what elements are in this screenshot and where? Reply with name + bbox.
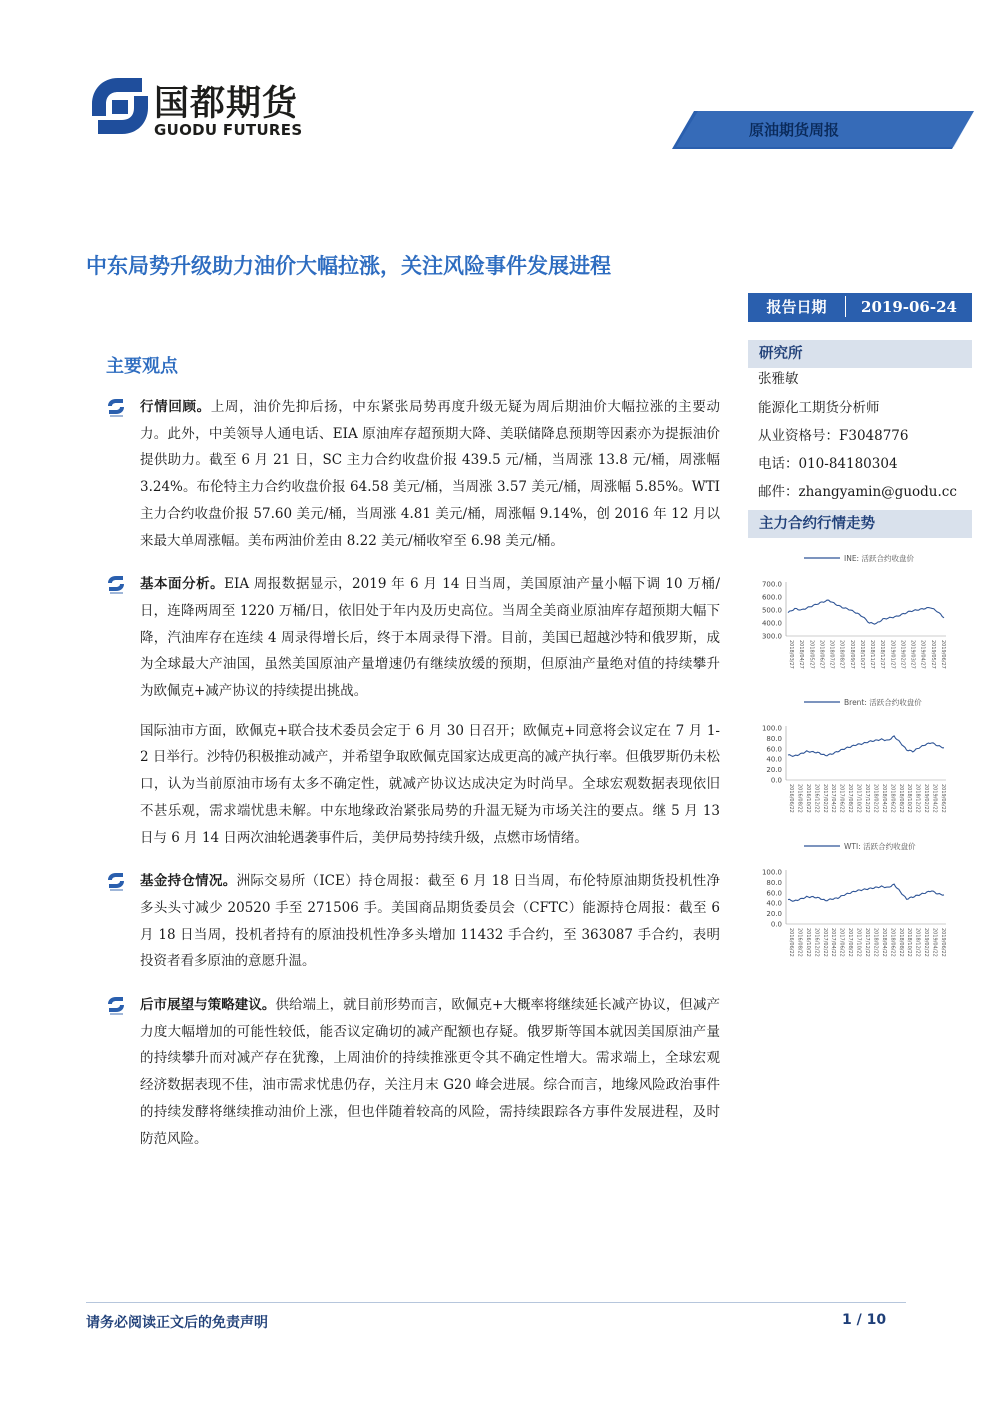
x-tick-label: 2017/06/22 (838, 928, 845, 957)
x-tick-label: 2016/06/22 (788, 784, 794, 813)
x-tick-label: 2018/12/27 (879, 640, 886, 669)
chart-brent (748, 692, 972, 832)
x-tick-label: 2019/06/22 (940, 784, 946, 813)
x-tick-label: 2019/02/27 (899, 640, 906, 669)
paragraph-fundamentals (106, 571, 720, 705)
y-tick-label: 60.0 (766, 745, 782, 754)
report-headline: 中东局势升级助力油价大幅拉涨，关注风险事件发展进程 (86, 254, 611, 278)
logo-english-text: GUODU FUTURES (154, 121, 303, 139)
x-tick-label: 2018/04/22 (880, 784, 887, 813)
y-tick-label: 100.0 (761, 868, 782, 877)
y-tick-label: 80.0 (766, 878, 782, 887)
x-tick-label: 2019/06/27 (940, 640, 946, 669)
paragraph-fund-positions (106, 868, 720, 975)
x-tick-label: 2016/10/22 (804, 784, 811, 813)
page-number: 1 / 10 (842, 1312, 887, 1328)
x-tick-label: 2018/10/22 (906, 784, 913, 813)
logo-chinese-text: 国都期货 (154, 84, 299, 124)
chart-ine (748, 548, 972, 678)
x-tick-label: 2017/02/22 (821, 928, 828, 957)
price-series-line (788, 884, 944, 901)
x-tick-label: 2018/08/27 (838, 640, 845, 669)
x-tick-label: 2018/06/22 (889, 784, 896, 813)
sidebar (748, 340, 972, 538)
ine-price-chart (748, 548, 972, 678)
paragraph-text: 国际油市方面，欧佩克+联合技术委员会定于 6 月 30 日召开；欧佩克+同意将会议定在 7 月 1-2 日举行。沙特仍积极推动减产，并希望争取欧佩克国家达成更高的减产执行率。但俄罗斯仍未松口，认为当前原油市场有太多不确定性，就减产协议达成决定为时尚早。全球宏观数据表现依旧不甚乐观，需求端忧患未解。中东地缘政治紧张局势的升温无疑为市场关注的要点。继 5 月 13 日与 6 月 14 日两次油轮遇袭事件后，美伊局势持续升级，点燃市场情绪。 (140, 722, 720, 846)
x-tick-label: 2016/08/22 (796, 784, 803, 813)
bullet-s-icon (106, 872, 126, 892)
paragraph-outlook (106, 992, 720, 1152)
y-tick-label: 20.0 (766, 910, 782, 919)
x-tick-label: 2019/04/27 (919, 640, 926, 669)
y-tick-label: 300.0 (761, 632, 782, 641)
x-tick-label: 2016/06/22 (788, 928, 794, 957)
x-tick-label: 2017/10/22 (855, 928, 862, 957)
legend-label: WTI: 活跃合约收盘价 (844, 842, 916, 851)
paragraph-text: 供给端上，就目前形势而言，欧佩克+大概率将继续延长减产协议，但减产力度大幅增加的可能性较低，能否议定确切的减产配额也存疑。俄罗斯等国本就因美国原油产量的持续攀升而对减产存在犹豫，上周油价的持续推涨更令其不确定性增大。需求端上，全球宏观经济数据表现不佳，油市需求忧患仍存，关注月末 G20 峰会进展。综合而言，地缘风险政治事件的持续发酵将继续推动油价上涨，但也伴随着较高的风险，需持续跟踪各方事件发展进程，及时防范风险。 (140, 997, 721, 1147)
report-date-value: 2019-06-24 (861, 297, 957, 316)
paragraph-title: 后市展望与策略建议。 (140, 997, 276, 1014)
analyst-title: 能源化工期货分析师 (758, 400, 880, 416)
price-series-line (788, 736, 944, 757)
paragraph-title: 基金持仓情况。 (140, 873, 237, 890)
chart-section-header: 主力合约行情走势 (748, 510, 972, 538)
x-tick-label: 2018/12/22 (914, 928, 921, 957)
footer-divider (86, 1302, 906, 1303)
date-divider (748, 320, 972, 322)
x-tick-label: 2017/10/22 (855, 784, 862, 813)
y-tick-label: 20.0 (766, 766, 782, 775)
y-tick-label: 40.0 (766, 755, 782, 764)
y-tick-label: 700.0 (761, 580, 782, 589)
paragraph-text: EIA 周报数据显示，2019 年 6 月 14 日当周，美国原油产量小幅下调 10 万桶/日，连降两周至 1220 万桶/日，依旧处于年内及历史高位。当周全美商业原油库存超预期大幅下降，汽油库存在连续 4 周录得增长后，终于本周录得下滑。目前，美国已超越沙特和俄罗斯，成为全球最大产油国，虽然美国原油产量增速仍有继续放缓的预期，但原油产量绝对值的持续攀升为欧佩克+减产协议的持续提出挑战。 (140, 576, 720, 700)
x-tick-label: 2018/03/27 (788, 640, 794, 669)
disclaimer-note[interactable]: 请务必阅读正文后的免责声明 (86, 1315, 268, 1331)
x-tick-label: 2016/10/22 (804, 928, 811, 957)
y-tick-label: 0.0 (770, 920, 782, 929)
y-tick-label: 40.0 (766, 899, 782, 908)
analyst-name: 张雅敏 (758, 371, 799, 387)
paragraph-text: 洲际交易所（ICE）持仓周报：截至 6 月 18 日当周，布伦特原油期货投机性净多头头寸减少 20520 手至 271506 手。美国商品期货委员会（CFTC）能源持仓周报：截至 6 月 18 日当周，投机者持有的原油投机性净多头增加 11432 手合约，至 363087 手合约，表明投资者看多原油的意愿升温。 (140, 873, 721, 970)
x-tick-label: 2016/12/22 (813, 928, 820, 957)
legend-label: Brent: 活跃合约收盘价 (844, 698, 922, 707)
x-tick-label: 2017/12/22 (864, 928, 870, 957)
paragraph-international-market (106, 718, 720, 852)
x-tick-label: 2017/08/22 (847, 784, 854, 813)
x-tick-label: 2016/08/22 (796, 928, 803, 957)
email-address[interactable]: 邮件：zhangyamin@guodu.cc (758, 484, 957, 500)
x-tick-label: 2019/04/22 (931, 928, 938, 957)
x-tick-label: 2018/12/22 (914, 784, 921, 813)
x-tick-label: 2018/04/22 (880, 928, 887, 957)
section-title-key-points: 主要观点 (106, 356, 178, 377)
brent-price-chart (748, 692, 972, 832)
y-tick-label: 0.0 (770, 776, 782, 785)
x-tick-label: 2018/11/27 (869, 640, 876, 669)
x-tick-label: 2019/02/22 (923, 928, 930, 957)
x-tick-label: 2017/12/22 (864, 784, 870, 813)
main-content (106, 394, 720, 1169)
wti-price-chart (748, 836, 972, 976)
institute-header: 研究所 (748, 340, 972, 368)
report-date-bar (748, 293, 972, 320)
license-number: 从业资格号：F3048776 (758, 428, 909, 444)
y-tick-label: 500.0 (761, 606, 782, 615)
x-tick-label: 2018/08/22 (897, 928, 904, 957)
y-tick-label: 600.0 (761, 593, 782, 602)
chart-wti (748, 836, 972, 976)
x-tick-label: 2018/02/22 (872, 928, 879, 957)
bullet-s-icon (106, 575, 126, 595)
x-tick-label: 2017/02/22 (821, 784, 828, 813)
paragraph-title: 基本面分析。 (140, 576, 225, 593)
report-type-label: 原油期货周报 (749, 121, 840, 139)
price-series-line (788, 600, 944, 624)
x-tick-label: 2017/08/22 (847, 928, 854, 957)
x-tick-label: 2017/06/22 (838, 784, 845, 813)
x-tick-label: 2019/05/27 (929, 640, 936, 669)
bullet-s-icon (106, 398, 126, 418)
x-tick-label: 2017/04/22 (830, 784, 837, 813)
x-tick-label: 2019/02/22 (923, 784, 930, 813)
y-tick-label: 80.0 (766, 734, 782, 743)
x-tick-label: 2018/08/22 (897, 784, 904, 813)
paragraph-text: 上周，油价先抑后扬，中东紧张局势再度升级无疑为周后期油价大幅拉涨的主要动力。此外，中美领导人通电话、EIA 原油库存超预期大降、美联储降息预期等因素亦为提振油价提供助力。截至 6 月 21 日，SC 主力合约收盘价报 439.5 元/桶，当周涨 13.8 元/桶，周涨幅 3.24%。布伦特主力合约收盘价报 64.58 美元/桶，当周涨 3.57 美元/桶，周涨幅 5.85%。WTI 主力合约收盘价报 57.60 美元/桶，当周涨 4.81 美元/桶，周涨幅 9.14%，创 2016 年 12 月以来最大单周涨幅。美布两油价差由 8.22 美元/桶收窄至 6.98 美元/桶。 (140, 399, 720, 549)
x-tick-label: 2018/06/22 (889, 928, 896, 957)
y-tick-label: 400.0 (761, 619, 782, 628)
x-tick-label: 2019/04/22 (931, 784, 938, 813)
logo-mark-icon (88, 74, 152, 138)
x-tick-label: 2017/04/22 (830, 928, 837, 957)
y-tick-label: 100.0 (761, 724, 782, 733)
company-logo (88, 74, 338, 144)
x-tick-label: 2018/09/27 (848, 640, 855, 669)
paragraph-market-review (106, 394, 720, 554)
report-date-label: 报告日期 (748, 296, 846, 317)
x-tick-label: 2018/04/27 (798, 640, 805, 669)
x-tick-label: 2019/01/27 (889, 640, 896, 669)
x-tick-label: 2018/06/27 (818, 640, 825, 669)
paragraph-title: 行情回顾。 (140, 399, 211, 415)
y-tick-label: 60.0 (766, 889, 782, 898)
x-tick-label: 2018/10/27 (858, 640, 865, 669)
report-type-banner (672, 111, 974, 149)
x-tick-label: 2018/05/27 (808, 640, 815, 669)
x-tick-label: 2018/10/22 (906, 928, 913, 957)
phone-number: 电话：010-84180304 (758, 456, 898, 472)
x-tick-label: 2016/12/22 (813, 784, 820, 813)
legend-label: INE: 活跃合约收盘价 (844, 554, 914, 563)
x-tick-label: 2018/07/27 (828, 640, 835, 669)
x-tick-label: 2019/03/27 (909, 640, 916, 669)
bullet-s-icon (106, 996, 126, 1016)
x-tick-label: 2018/02/22 (872, 784, 879, 813)
x-tick-label: 2019/06/22 (940, 928, 946, 957)
